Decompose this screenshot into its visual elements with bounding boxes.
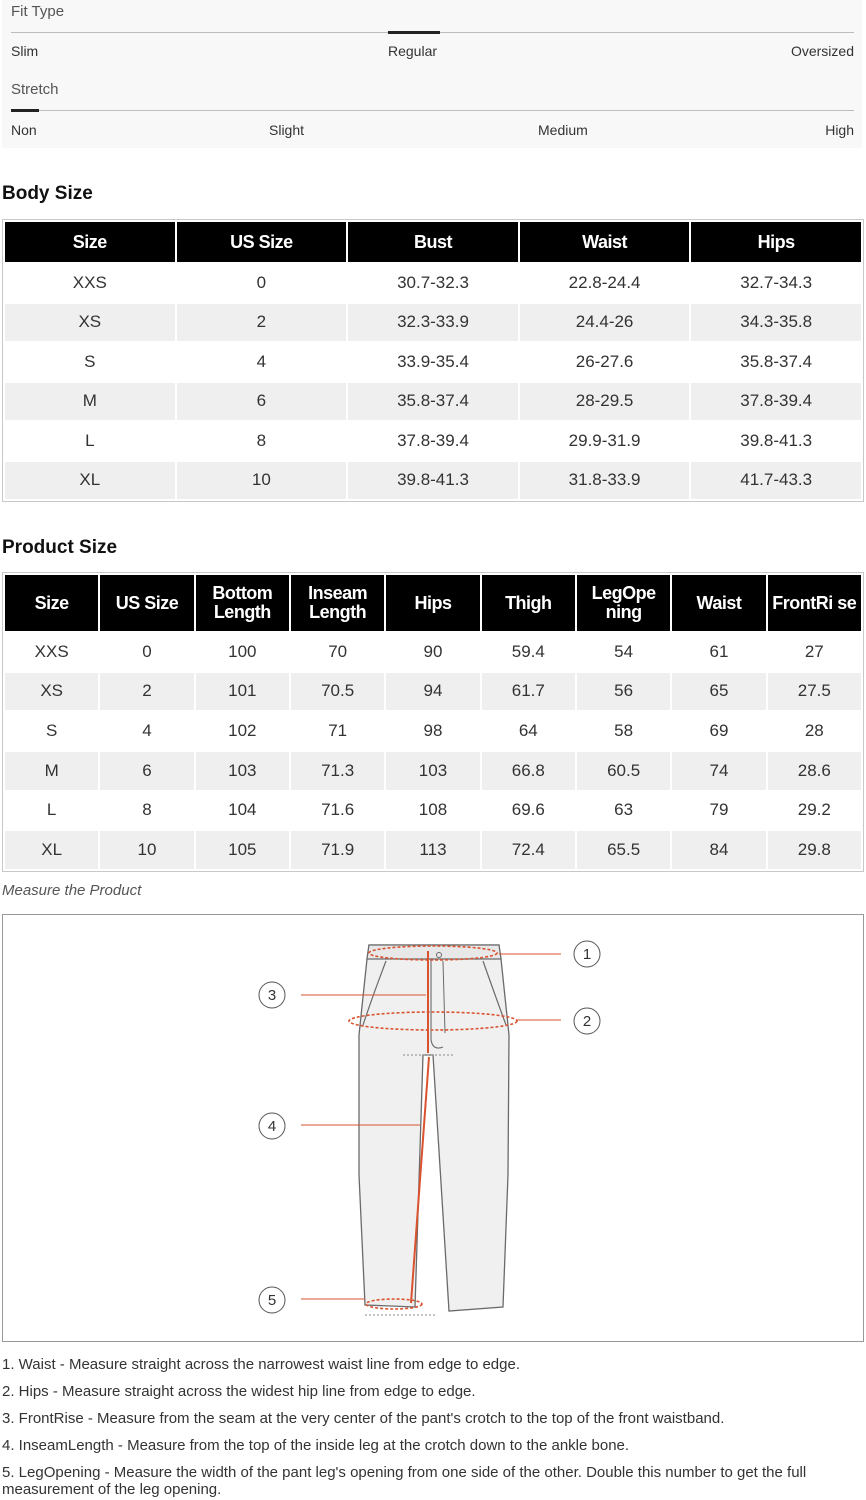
table-row: [5, 633, 861, 671]
table-cell: 103: [196, 752, 289, 790]
marker-2-label: 2: [582, 1013, 592, 1030]
table-cell: XXS: [5, 633, 98, 671]
measure-caption: Measure the Product: [2, 882, 142, 899]
column-header: Thigh: [482, 575, 575, 631]
table-cell: 32.7-34.3: [691, 264, 861, 302]
table-cell: 105: [196, 831, 289, 869]
table-cell: XL: [5, 462, 175, 500]
table-cell: 37.8-39.4: [691, 383, 861, 421]
table-cell: 33.9-35.4: [348, 343, 518, 381]
table-cell: 28-29.5: [520, 383, 690, 421]
column-header: FrontRi se: [768, 575, 861, 631]
measure-diagram: [2, 914, 864, 1342]
table-cell: XXS: [5, 264, 175, 302]
table-cell: 65.5: [577, 831, 670, 869]
product-size-table: [2, 572, 864, 872]
stretch-option-high: High: [825, 122, 854, 138]
table-row: [5, 304, 861, 342]
table-cell: 71.3: [291, 752, 384, 790]
table-cell: 27: [768, 633, 861, 671]
marker-3: [259, 982, 285, 1008]
pants-outline: [359, 945, 509, 1311]
table-cell: 0: [100, 633, 193, 671]
table-cell: 94: [386, 673, 479, 711]
table-header-row: [5, 575, 861, 631]
column-header: Size: [5, 222, 175, 262]
table-cell: 41.7-43.3: [691, 462, 861, 500]
table-cell: 71.9: [291, 831, 384, 869]
marker-1: [574, 941, 600, 967]
fit-option-oversized: Oversized: [790, 43, 854, 59]
note-waist: 1. Waist - Measure straight across the narrowest waist line from edge to edge.: [2, 1356, 521, 1373]
table-cell: 56: [577, 673, 670, 711]
table-cell: S: [5, 712, 98, 750]
body-size-title: Body Size: [2, 183, 93, 204]
column-header: Inseam Length: [291, 575, 384, 631]
table-cell: 104: [196, 792, 289, 830]
marker-5-label: 5: [267, 1292, 277, 1309]
table-row: [5, 752, 861, 790]
table-cell: 113: [386, 831, 479, 869]
table-cell: 84: [672, 831, 765, 869]
note-leg-opening: 5. LegOpening - Measure the width of the pant leg's opening from one side of the other. Double this number to get the full measurement of the leg opening.: [2, 1464, 807, 1498]
table-cell: 27.5: [768, 673, 861, 711]
table-cell: 90: [386, 633, 479, 671]
fit-type-label: Fit Type: [11, 3, 65, 20]
fit-option-regular: Regular: [388, 43, 438, 59]
table-cell: XL: [5, 831, 98, 869]
table-cell: 102: [196, 712, 289, 750]
table-row: [5, 462, 861, 500]
table-cell: 39.8-41.3: [691, 422, 861, 460]
table-cell: 101: [196, 673, 289, 711]
stretch-indicator: [11, 109, 39, 112]
column-header: Waist: [520, 222, 690, 262]
table-cell: 26-27.6: [520, 343, 690, 381]
table-cell: 10: [100, 831, 193, 869]
table-row: [5, 831, 861, 869]
table-cell: 103: [386, 752, 479, 790]
stretch-option-non: Non: [11, 122, 37, 138]
table-row: [5, 383, 861, 421]
table-cell: M: [5, 383, 175, 421]
fit-option-slim: Slim: [11, 43, 39, 59]
marker-1-label: 1: [582, 946, 592, 963]
table-cell: 61.7: [482, 673, 575, 711]
table-cell: 66.8: [482, 752, 575, 790]
table-cell: 108: [386, 792, 479, 830]
column-header: Bust: [348, 222, 518, 262]
note-hips: 2. Hips - Measure straight across the widest hip line from edge to edge.: [2, 1383, 476, 1400]
table-cell: 6: [177, 383, 347, 421]
table-cell: 0: [177, 264, 347, 302]
column-header: Size: [5, 575, 98, 631]
measurement-notes: [2, 1356, 852, 1498]
table-cell: 10: [177, 462, 347, 500]
table-cell: 30.7-32.3: [348, 264, 518, 302]
fit-panel: [2, 0, 862, 148]
table-cell: 70.5: [291, 673, 384, 711]
table-cell: XS: [5, 673, 98, 711]
table-cell: 69.6: [482, 792, 575, 830]
table-row: [5, 343, 861, 381]
table-cell: S: [5, 343, 175, 381]
table-cell: 79: [672, 792, 765, 830]
table-cell: 35.8-37.4: [348, 383, 518, 421]
table-cell: 98: [386, 712, 479, 750]
table-cell: 71.6: [291, 792, 384, 830]
column-header: Hips: [386, 575, 479, 631]
table-cell: 72.4: [482, 831, 575, 869]
table-cell: 31.8-33.9: [520, 462, 690, 500]
table-cell: 28.6: [768, 752, 861, 790]
table-cell: 39.8-41.3: [348, 462, 518, 500]
column-header: Hips: [691, 222, 861, 262]
table-cell: 58: [577, 712, 670, 750]
table-row: [5, 673, 861, 711]
table-cell: M: [5, 752, 98, 790]
table-row: [5, 792, 861, 830]
table-cell: 8: [100, 792, 193, 830]
table-cell: 100: [196, 633, 289, 671]
table-cell: L: [5, 422, 175, 460]
table-row: [5, 712, 861, 750]
pants-diagram: [3, 915, 865, 1343]
column-header: Bottom Length: [196, 575, 289, 631]
table-cell: 74: [672, 752, 765, 790]
table-cell: 37.8-39.4: [348, 422, 518, 460]
table-cell: 71: [291, 712, 384, 750]
note-front-rise: 3. FrontRise - Measure from the seam at the very center of the pant's crotch to the top of the front waistband.: [2, 1410, 725, 1427]
table-row: [5, 422, 861, 460]
product-size-title: Product Size: [2, 537, 118, 558]
table-header-row: [5, 222, 861, 262]
table-cell: 70: [291, 633, 384, 671]
table-cell: 54: [577, 633, 670, 671]
table-cell: 63: [577, 792, 670, 830]
table-cell: 29.8: [768, 831, 861, 869]
column-header: Waist: [672, 575, 765, 631]
table-cell: 29.9-31.9: [520, 422, 690, 460]
stretch-label: Stretch: [11, 81, 59, 98]
table-row: [5, 264, 861, 302]
marker-4: [259, 1113, 285, 1139]
table-cell: 4: [100, 712, 193, 750]
table-cell: 6: [100, 752, 193, 790]
marker-2: [574, 1008, 600, 1034]
stretch-option-slight: Slight: [269, 122, 305, 138]
table-cell: 2: [100, 673, 193, 711]
table-cell: 28: [768, 712, 861, 750]
column-header: LegOpe ning: [577, 575, 670, 631]
stretch-track: [11, 110, 854, 111]
table-cell: 35.8-37.4: [691, 343, 861, 381]
note-inseam-length: 4. InseamLength - Measure from the top of the inside leg at the crotch down to the ankle bone.: [2, 1437, 630, 1454]
stretch-option-medium: Medium: [538, 122, 588, 138]
fit-type-indicator: [388, 31, 440, 34]
column-header: US Size: [100, 575, 193, 631]
table-cell: 59.4: [482, 633, 575, 671]
column-header: US Size: [177, 222, 347, 262]
table-cell: 65: [672, 673, 765, 711]
table-cell: 34.3-35.8: [691, 304, 861, 342]
table-cell: 24.4-26: [520, 304, 690, 342]
marker-3-label: 3: [267, 987, 277, 1004]
table-cell: 69: [672, 712, 765, 750]
table-cell: 61: [672, 633, 765, 671]
table-cell: 60.5: [577, 752, 670, 790]
body-size-table: [2, 219, 864, 502]
marker-5: [259, 1287, 285, 1313]
marker-4-label: 4: [267, 1118, 277, 1135]
table-cell: 32.3-33.9: [348, 304, 518, 342]
table-cell: 22.8-24.4: [520, 264, 690, 302]
table-cell: XS: [5, 304, 175, 342]
table-cell: 4: [177, 343, 347, 381]
table-cell: 64: [482, 712, 575, 750]
table-cell: 8: [177, 422, 347, 460]
table-cell: L: [5, 792, 98, 830]
table-cell: 29.2: [768, 792, 861, 830]
table-cell: 2: [177, 304, 347, 342]
